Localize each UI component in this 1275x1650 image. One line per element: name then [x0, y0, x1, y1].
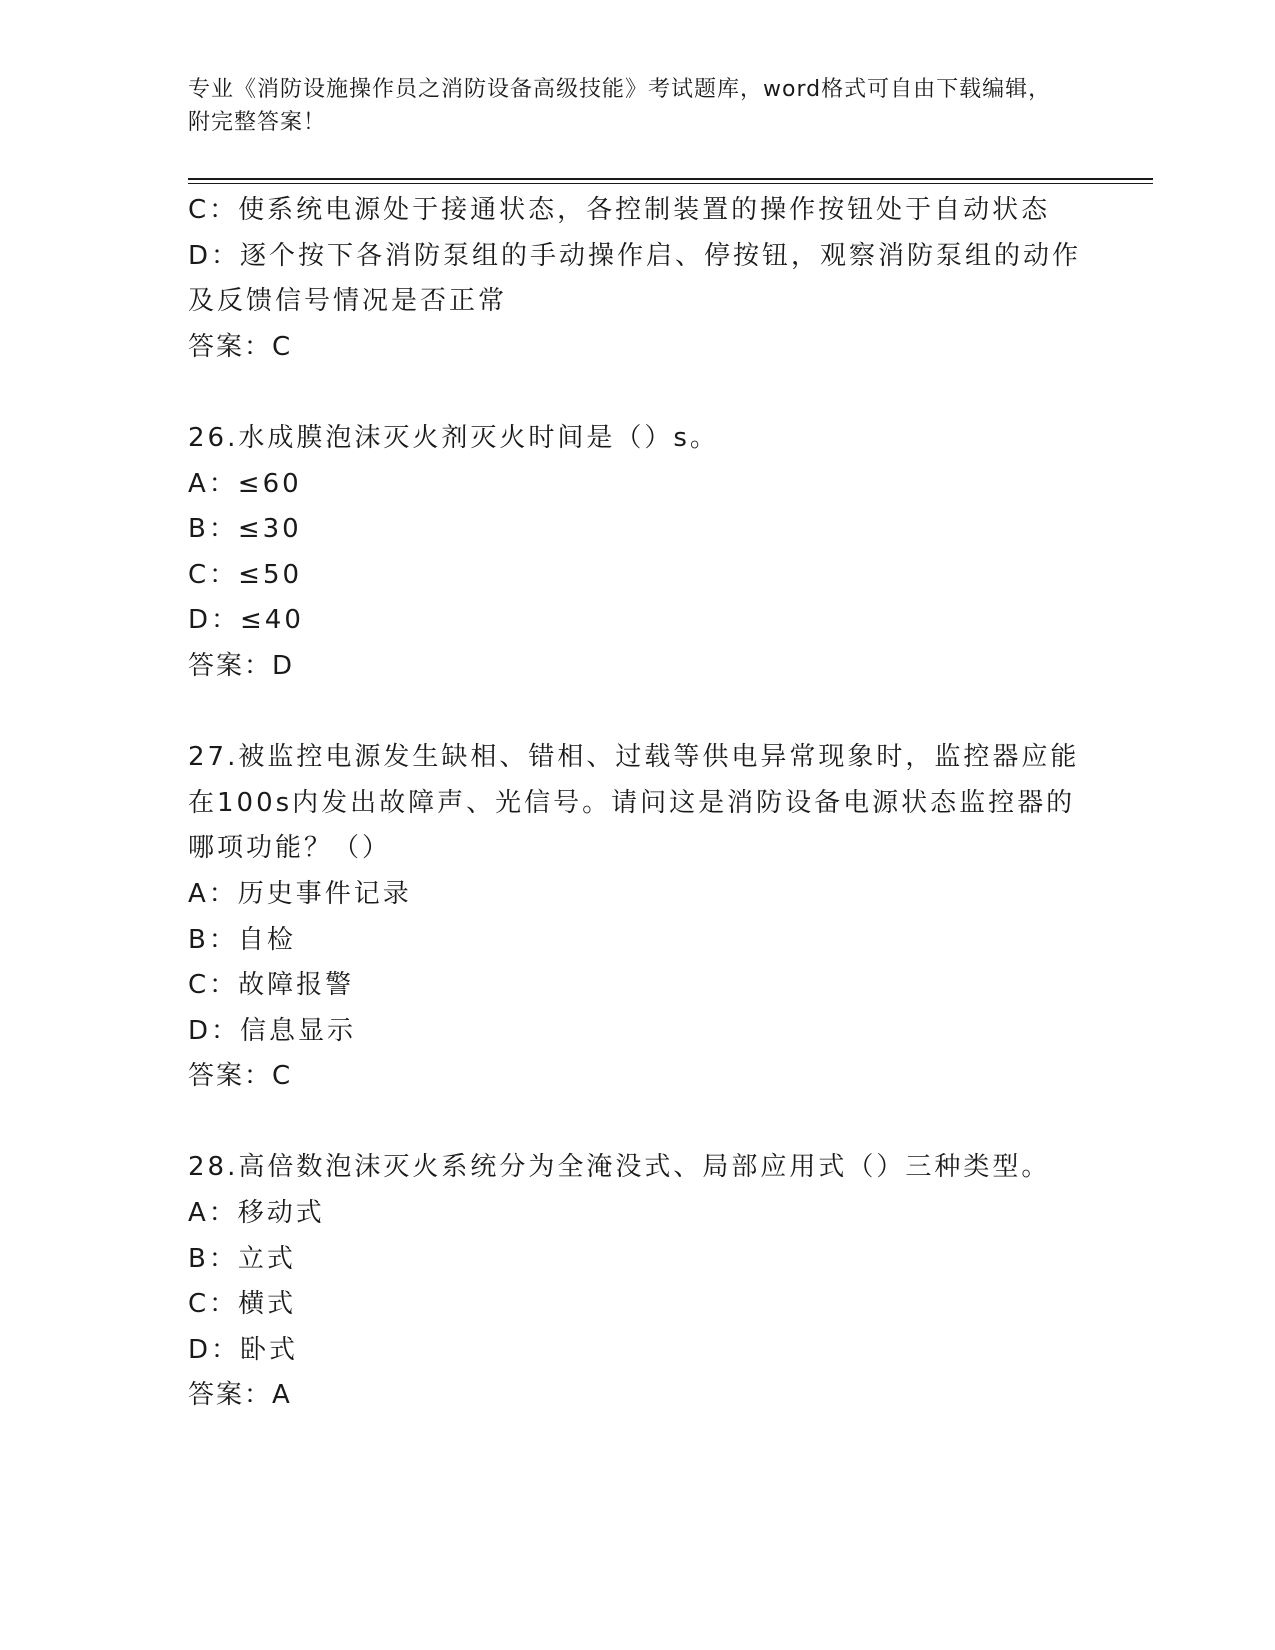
q27-option-c: C：故障报警 — [188, 970, 355, 1001]
q25-option-d: D：逐个按下各消防泵组的手动操作启、停按钮，观察消防泵组的动作及反馈信号情况是否正常 — [188, 240, 1082, 317]
q26-option-a: A：≤60 — [188, 468, 302, 499]
q25-answer: 答案：C — [188, 331, 293, 362]
q26-answer: 答案：D — [188, 650, 295, 681]
header-intro-text: 专业《消防设施操作员之消防设备高级技能》考试题库，word格式可自由下载编辑，附完整答案！ — [188, 77, 1052, 135]
q28-option-b: B：立式 — [188, 1243, 296, 1274]
q26-title: 26.水成膜泡沫灭火剂灭火时间是（）s。 — [188, 422, 719, 453]
q26-option-b: B：≤30 — [188, 514, 302, 545]
document-header — [188, 73, 1068, 139]
spacer — [188, 1100, 1083, 1146]
q28-option-c: C：横式 — [188, 1289, 297, 1320]
header-divider-thin — [188, 183, 1153, 184]
q27-option-d: D：信息显示 — [188, 1015, 357, 1046]
q26-option-c: C：≤50 — [188, 559, 303, 590]
q27-answer: 答案：C — [188, 1061, 293, 1092]
q28-title: 28.高倍数泡沫灭火系统分为全淹没式、局部应用式（）三种类型。 — [188, 1152, 1051, 1183]
question-content — [188, 188, 1083, 1419]
q28-option-d: D：卧式 — [188, 1334, 299, 1365]
q28-answer: 答案：A — [188, 1380, 292, 1411]
spacer — [188, 370, 1083, 416]
q28-option-a: A：移动式 — [188, 1198, 325, 1229]
q25-option-c: C：使系统电源处于接通状态，各控制装置的操作按钮处于自动状态 — [188, 195, 1051, 225]
spacer — [188, 690, 1083, 736]
q27-option-a: A：历史事件记录 — [188, 878, 412, 909]
header-divider-thick — [188, 178, 1153, 180]
q27-title: 27.被监控电源发生缺相、错相、过载等供电异常现象时，监控器应能在100s内发出故障声、光信号。请问这是消防设备电源状态监控器的哪项功能？（） — [188, 742, 1080, 864]
q27-option-b: B：自检 — [188, 924, 296, 955]
q26-option-d: D：≤40 — [188, 605, 304, 636]
